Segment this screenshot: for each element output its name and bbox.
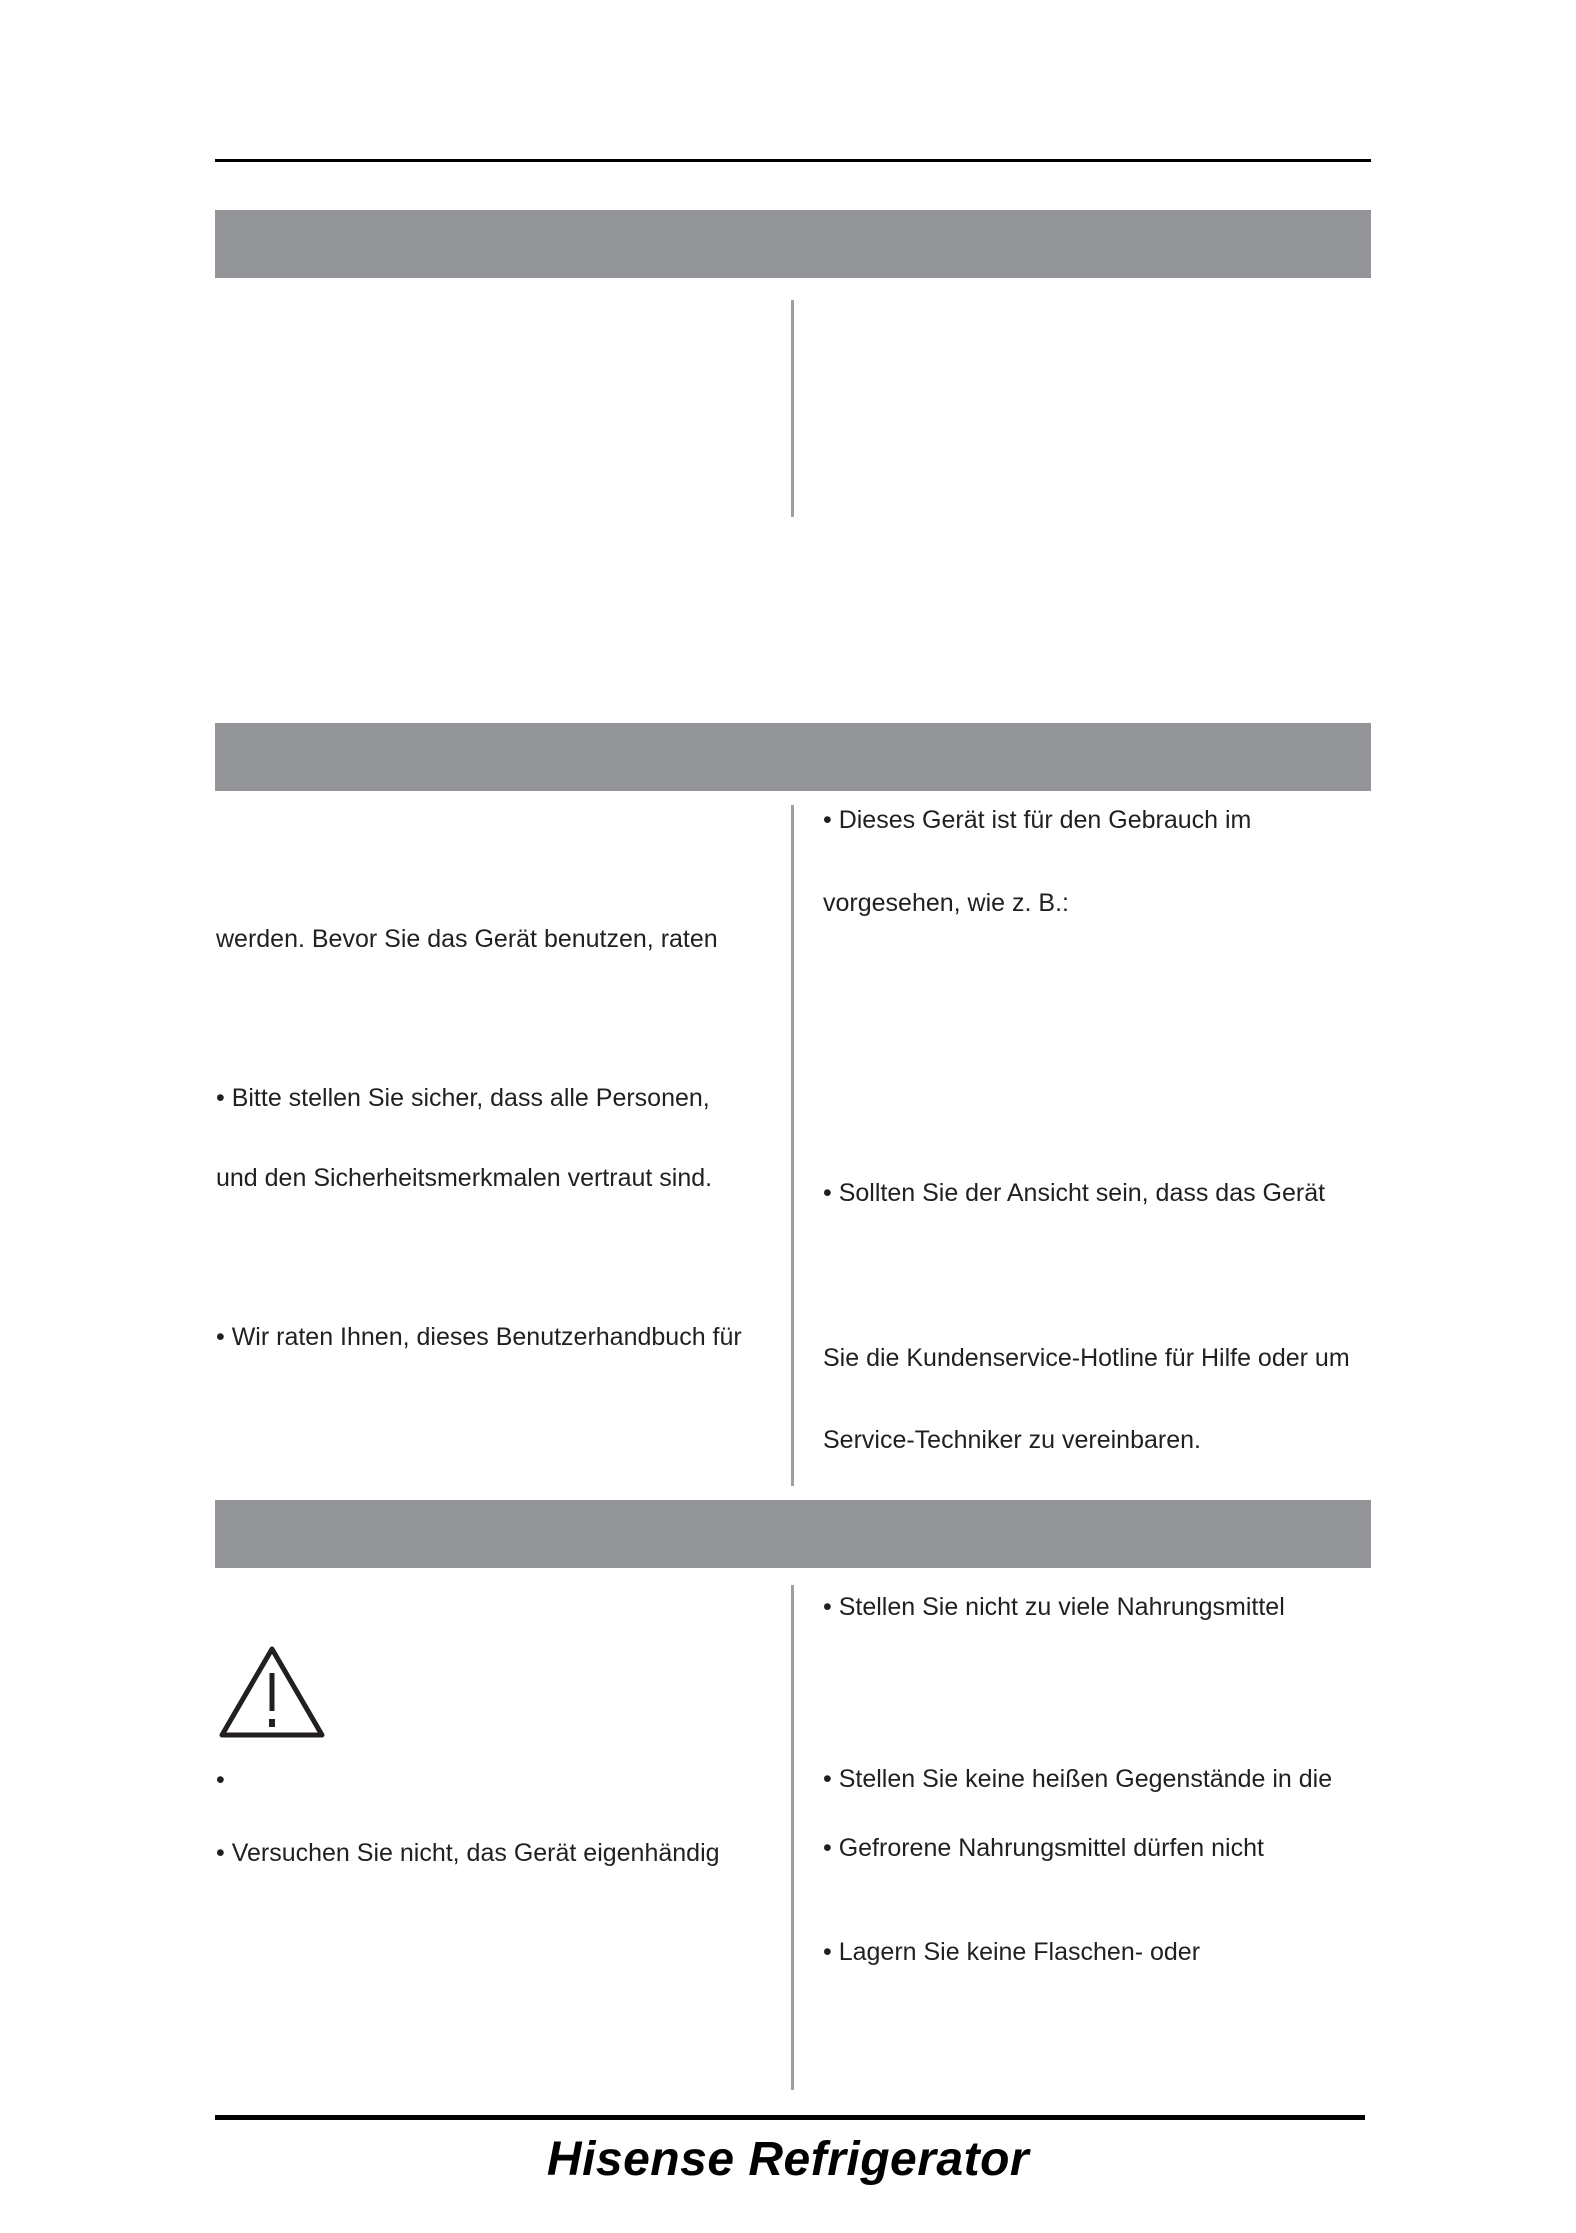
warning-triangle-icon: [218, 1645, 326, 1741]
top-rule: [215, 159, 1371, 162]
section-2-left-text-line: und den Sicherheitsmerkmalen vertraut sind.: [216, 1164, 713, 1192]
section-2-left-bullet: • Wir raten Ihnen, dieses Benutzerhandbuch für: [216, 1323, 742, 1351]
section-3-left-empty-bullet: •: [216, 1766, 225, 1794]
section-2-right-text-line: Service-Techniker zu vereinbaren.: [823, 1426, 1201, 1454]
section-3-right-bullet: • Lagern Sie keine Flaschen- oder: [823, 1938, 1201, 1966]
section-2-left-bullet: • Bitte stellen Sie sicher, dass alle Personen,: [216, 1084, 710, 1112]
section-3-left-bullet: • Versuchen Sie nicht, das Gerät eigenhändig: [216, 1839, 720, 1867]
brand-logo-text: Hisense Refrigerator: [546, 2133, 1030, 2186]
section-2-right-text-line: Sie die Kundenservice-Hotline für Hilfe oder um: [823, 1344, 1350, 1372]
section-1-header-band: [215, 210, 1371, 278]
section-2-header-band: [215, 723, 1371, 791]
section-2-right-text-line: vorgesehen, wie z. B.:: [823, 889, 1069, 917]
section-1-column-divider: [791, 300, 794, 517]
section-3-right-bullet: • Gefrorene Nahrungsmittel dürfen nicht: [823, 1834, 1264, 1862]
section-3-header-band: [215, 1500, 1371, 1568]
section-3-right-bullet: • Stellen Sie nicht zu viele Nahrungsmittel: [823, 1593, 1285, 1621]
section-2-column-divider: [791, 805, 794, 1486]
section-2-left-text-line: werden. Bevor Sie das Gerät benutzen, raten: [216, 925, 718, 953]
section-3-column-divider: [791, 1585, 794, 2090]
footer-rule: [215, 2115, 1365, 2120]
section-3-right-bullet: • Stellen Sie keine heißen Gegenstände in die: [823, 1765, 1333, 1793]
section-2-right-bullet: • Dieses Gerät ist für den Gebrauch im: [823, 806, 1252, 834]
section-2-right-bullet: • Sollten Sie der Ansicht sein, dass das Gerät: [823, 1179, 1326, 1207]
